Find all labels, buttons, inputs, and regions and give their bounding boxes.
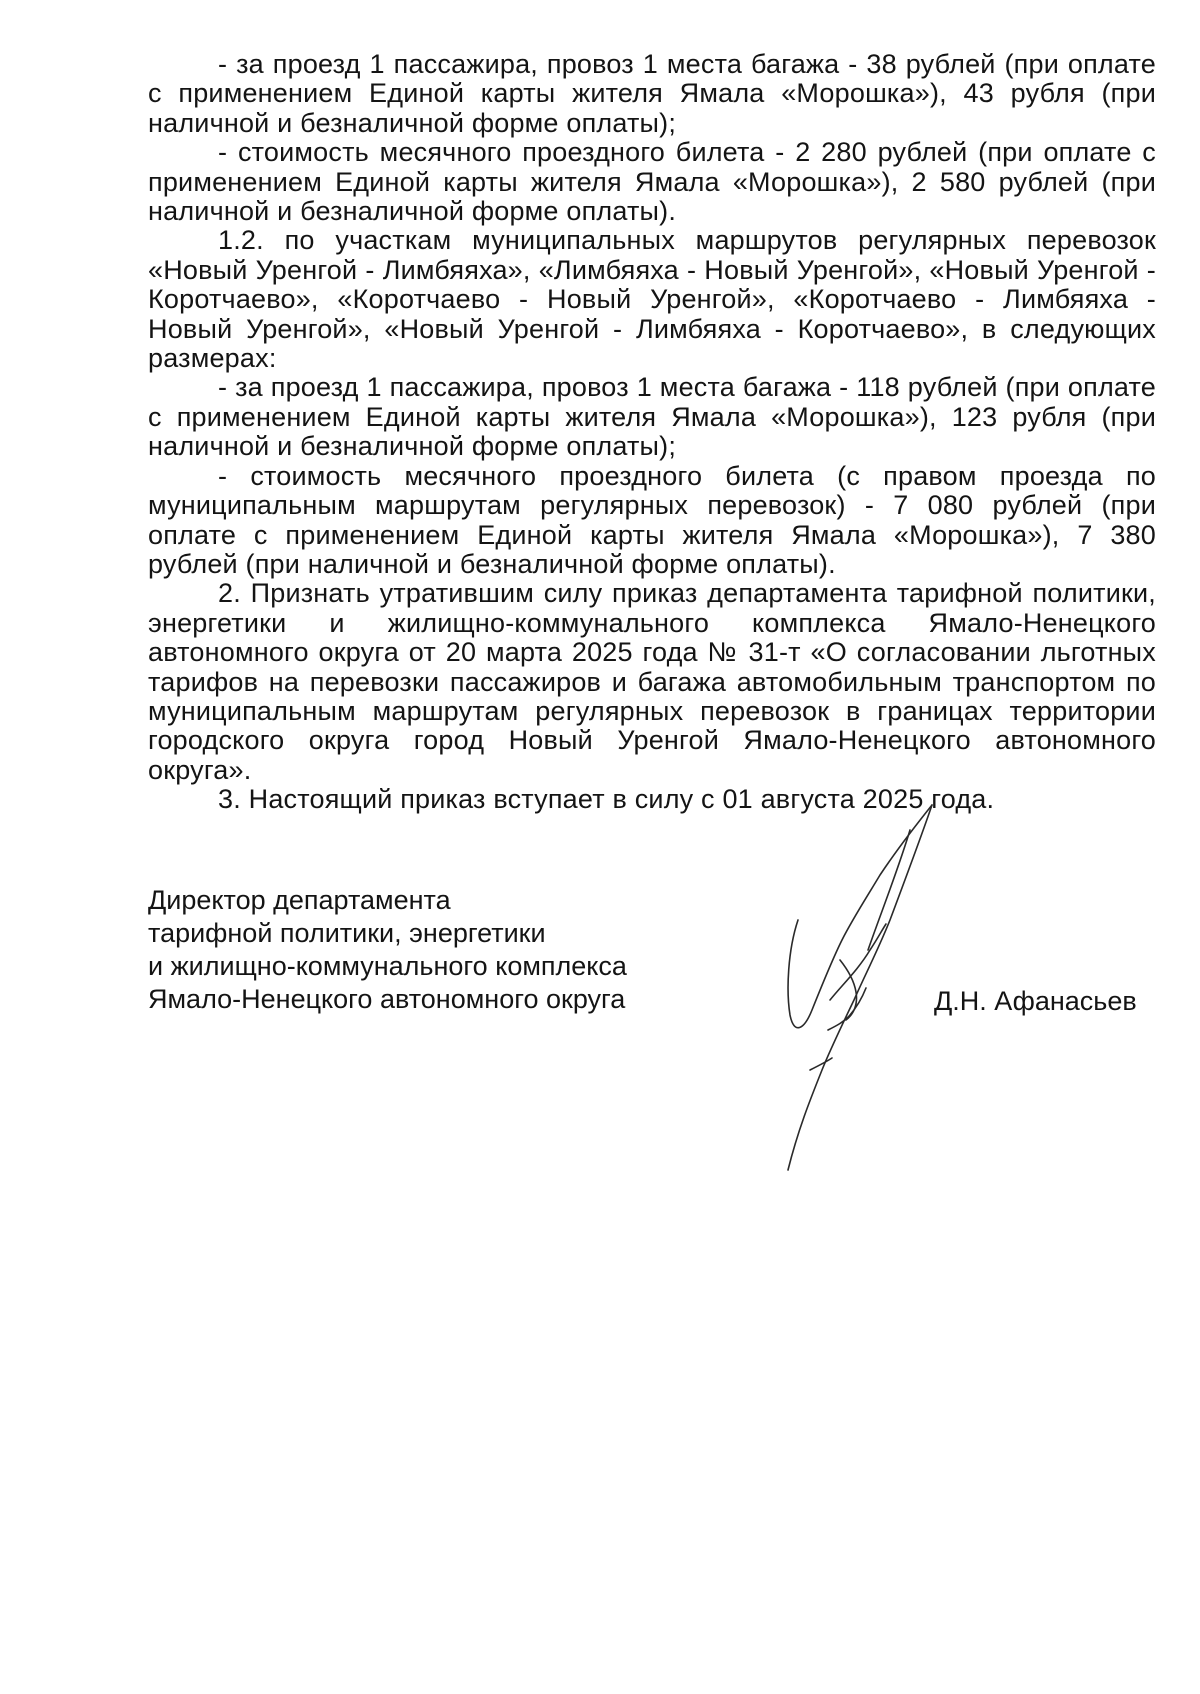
paragraph-monthly-ticket-1: - стоимость месячного проездного билета - 2 280 рублей (при оплате с применением Единой карты жителя Ямала «Морошка»), 2 580 рублей (при наличной и безналичной форме оплаты). <box>148 137 1156 227</box>
paragraph-fare-single-2: - за проезд 1 пассажира, провоз 1 места багажа - 118 рублей (при оплате с применением Единой карты жителя Ямала «Морошка»), 123 рубля (при наличной и безналичной форме оплаты); <box>148 372 1156 462</box>
signer-name: Д.Н. Афанасьев <box>934 986 1137 1016</box>
position-line: тарифной политики, энергетики <box>148 918 546 948</box>
position-line: Директор департамента <box>148 885 451 915</box>
position-line: Ямало-Ненецкого автономного округа <box>148 984 626 1014</box>
paragraph-monthly-ticket-2: - стоимость месячного проездного билета (с правом проезда по муниципальным маршрутам регулярных перевозок) - 7 080 рублей (при оплате с применением Единой карты жителя Ямала «Морошка»), 7 380 рублей (при наличной и безналичной форме оплаты). <box>148 460 1156 579</box>
paragraph-effective-date-3: 3. Настоящий приказ вступает в силу с 01 августа 2025 года. <box>218 784 995 815</box>
position-line: и жилищно-коммунального комплекса <box>148 951 627 981</box>
paragraph-route-section-1-2: 1.2. по участкам муниципальных маршрутов регулярных перевозок «Новый Уренгой - Лимбяяха», «Лимбяяха - Новый Уренгой», «Новый Уренгой - Коротчаево», «Коротчаево - Новый Уренгой», «Коротчаево - Лимбяяха - Новый Уренгой», «Новый Уренгой - Лимбяяха - Коротчаево», в следующих размерах: <box>148 225 1156 374</box>
document-body <box>148 50 1156 815</box>
paragraph-revocation-2: 2. Признать утратившим силу приказ департамента тарифной политики, энергетики и жилищно-коммунального комплекса Ямало-Ненецкого автономного округа от 20 марта 2025 года № 31-т «О согласовании льготных тарифов на перевозки пассажиров и багажа автомобильным транспортом по муниципальным маршрутам регулярных перевозок в границах территории городского округа город Новый Уренгой Ямало-Ненецкого автономного округа». <box>148 578 1156 785</box>
signatory-position <box>148 884 627 1016</box>
paragraph-fare-single-1: - за проезд 1 пассажира, провоз 1 места багажа - 38 рублей (при оплате с применением Единой карты жителя Ямала «Морошка»), 43 рубля (при наличной и безналичной форме оплаты); <box>148 49 1156 138</box>
